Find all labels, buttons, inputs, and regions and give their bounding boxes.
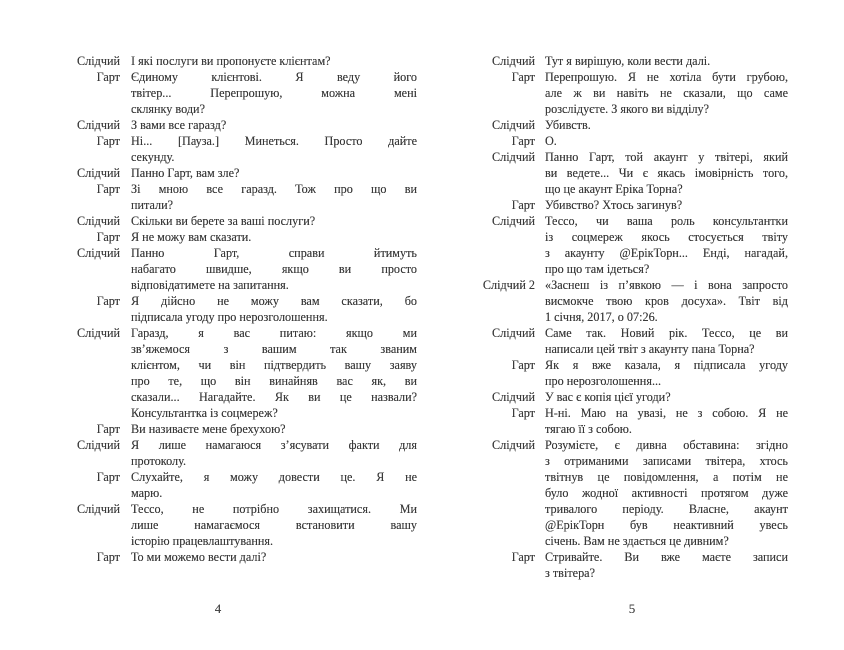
dialogue-row [477,325,788,357]
speech-text [545,133,788,149]
dialogue-line: секунду. [131,150,175,164]
dialogue-row [477,389,788,405]
speaker-label: Слідчий [492,118,535,132]
dialogue-line: О. [545,134,557,148]
dialogue-line: Єдиному клієнтові. Я веду його [131,70,417,84]
dialogue-line: тривалого періоду. Власне, акаунт [545,502,788,516]
dialogue-line: Гаразд, я вас питаю: якщо ми [131,326,417,340]
speech-text [545,437,788,549]
speaker-label: Гарт [511,358,535,372]
dialogue-row [70,165,417,181]
speech-text [131,469,417,501]
dialogue-line: було жодної активності протягом дуже [545,486,788,500]
dialogue-line: про що там ідеться? [545,262,650,276]
speech-text [545,277,788,325]
speaker-label: Гарт [96,70,120,84]
speech-text [131,245,417,293]
dialogue-line: Убивств. [545,118,591,132]
dialogue-row [477,277,788,325]
speech-text [131,437,417,469]
dialogue-line: Панно Гарт, вам зле? [131,166,240,180]
speech-text [545,149,788,197]
dialogue-row [70,69,417,117]
speaker-label: Гарт [511,134,535,148]
speech-text [131,181,417,213]
dialogue-line: що це акаунт Еріка Торна? [545,182,683,196]
dialogue-line: Слухайте, я можу довести це. Я не [131,470,417,484]
dialogue-line: «Заснеш із п’явкою — і вона запросто [545,278,788,292]
dialogue-line: Тессо, не потрібно захищатися. Ми [131,502,417,516]
speaker-label: Гарт [96,422,120,436]
dialogue-row [70,293,417,325]
dialogue-row [70,549,417,565]
speaker-label: Слідчий [492,326,535,340]
speaker-label: Гарт [96,134,120,148]
dialogue-line: набагато швидше, якщо ви просто [131,262,417,276]
page-number-right: 5 [628,601,636,616]
speaker-label: Слідчий [77,246,120,260]
speaker-label: Гарт [511,406,535,420]
dialogue-line: Я лише намагаюся з’ясувати факти для [131,438,417,452]
speech-text [131,325,417,421]
speaker-label: Гарт [96,470,120,484]
dialogue-line: 1 січня, 2017, о 07:26. [545,310,658,324]
dialogue-line: Розумієте, є дивна обставина: згідно [545,438,788,452]
speech-text [545,213,788,277]
dialogue-row [477,213,788,277]
dialogue-line: Ви називаєте мене брехухою? [131,422,286,436]
dialogue-line: розслідуєте. З якого ви відділу? [545,102,710,116]
dialogue-line: Стривайте. Ви вже маєте записи [545,550,788,564]
dialogue-line: історію працевлаштування. [131,534,274,548]
speech-text [131,69,417,117]
dialogue-row [70,437,417,469]
dialogue-line: Панно Гарт, той акаунт у твітері, який [545,150,788,164]
dialogue-line: @ЕрікТорн був неактивний увесь [545,518,788,532]
speaker-label: Гарт [511,70,535,84]
page-number-left: 4 [214,601,222,616]
dialogue-row [70,181,417,213]
speech-text [131,293,417,325]
speech-text [545,405,788,437]
speaker-label: Слідчий [492,150,535,164]
dialogue-line: зв’яжемося з вашим так званим [131,342,417,356]
dialogue-row [70,501,417,549]
dialogue-row [70,245,417,293]
speech-text [545,53,788,69]
dialogue-line: Консультантка із соцмереж? [131,406,278,420]
dialogue-row [477,133,788,149]
dialogue-row [70,469,417,501]
speaker-label: Гарт [96,550,120,564]
speech-text [131,53,417,69]
dialogue-line: лише намагаємося встановити вашу [131,518,417,532]
speech-text [131,549,417,565]
speaker-label: Гарт [511,550,535,564]
speaker-label: Слідчий [77,166,120,180]
dialogue-left [70,53,417,565]
dialogue-line: про те, що він винайняв вас як, ви [131,374,417,388]
speech-text [545,389,788,405]
dialogue-row [70,53,417,69]
dialogue-row [70,421,417,437]
speech-text [131,133,417,165]
speech-text [545,117,788,133]
dialogue-line: Я не можу вам сказати. [131,230,252,244]
dialogue-line: Тессо, чи ваша роль консультантки [545,214,788,228]
dialogue-line: написали цей твіт з акаунту пана Торна? [545,342,755,356]
speaker-label: Слідчий [77,118,120,132]
dialogue-line: із соцмереж якось стосується твіту [545,230,788,244]
dialogue-row [477,69,788,117]
dialogue-line: Ні... [Пауза.] Минеться. Просто дайте [131,134,417,148]
speaker-label: Слідчий [77,502,120,516]
page-left [70,53,417,565]
dialogue-line: питали? [131,198,174,212]
dialogue-row [477,405,788,437]
dialogue-line: Як я вже казала, я підписала угоду [545,358,788,372]
speech-text [545,197,788,213]
dialogue-line: Саме так. Новий рік. Тессо, це ви [545,326,788,340]
speech-text [131,421,417,437]
page-right [477,53,788,581]
dialogue-line: склянку води? [131,102,205,116]
dialogue-line: Я дійсно не можу вам сказати, бо [131,294,417,308]
speech-text [131,229,417,245]
dialogue-line: твітер... Перепрошую, можна мені [131,86,417,100]
dialogue-row [477,197,788,213]
speech-text [131,117,417,133]
dialogue-line: підписала угоду про нерозголошення. [131,310,328,324]
dialogue-line: ви ведете... Чи є якась імовірність того, [545,166,788,180]
dialogue-line: тягаю її з собою. [545,422,632,436]
dialogue-line: І які послуги ви пропонуєте клієнтам? [131,54,331,68]
speaker-label: Гарт [96,182,120,196]
dialogue-line: з акаунту @ЕрікТорн... Енді, нагадай, [545,246,788,260]
dialogue-line: висмокче твою кров досуха». Твіт від [545,294,788,308]
dialogue-row [70,213,417,229]
speech-text [545,549,788,581]
speaker-label: Слідчий [492,214,535,228]
dialogue-row [477,149,788,197]
speaker-label: Гарт [96,294,120,308]
dialogue-row [477,53,788,69]
dialogue-row [477,549,788,581]
dialogue-line: Убивство? Хтось загинув? [545,198,683,212]
dialogue-row [70,229,417,245]
dialogue-right [477,53,788,581]
dialogue-row [477,117,788,133]
speech-text [131,165,417,181]
dialogue-line: з отриманими записами твітера, хтось [545,454,788,468]
speech-text [545,325,788,357]
speaker-label: Слідчий [77,326,120,340]
dialogue-line: але ж ви навіть не сказали, що саме [545,86,788,100]
dialogue-line: марю. [131,486,163,500]
dialogue-line: відповідатимете на запитання. [131,278,289,292]
speaker-label: Слідчий [77,54,120,68]
speaker-label: Гарт [511,198,535,212]
speech-text [131,501,417,549]
dialogue-line: твітнув це повідомлення, а потім не [545,470,788,484]
speech-text [545,69,788,117]
dialogue-line: У вас є копія цієї угоди? [545,390,671,404]
dialogue-line: Перепрошую. Я не хотіла бути грубою, [545,70,788,84]
speaker-label: Слідчий [492,54,535,68]
dialogue-row [70,117,417,133]
speech-text [131,213,417,229]
dialogue-line: З вами все гаразд? [131,118,227,132]
speaker-label: Слідчий [77,438,120,452]
dialogue-row [70,325,417,421]
dialogue-line: клієнтом, чи він підтвердить вашу заяву [131,358,417,372]
dialogue-line: з твітера? [545,566,595,580]
dialogue-line: То ми можемо вести далі? [131,550,267,564]
speaker-label: Слідчий [492,390,535,404]
dialogue-line: протоколу. [131,454,187,468]
dialogue-line: Зі мною все гаразд. Тож про що ви [131,182,417,196]
speaker-label: Гарт [96,230,120,244]
dialogue-line: Панно Гарт, справи йтимуть [131,246,417,260]
dialogue-row [477,437,788,549]
dialogue-row [477,357,788,389]
dialogue-row [70,133,417,165]
speaker-label: Слідчий 2 [482,278,535,292]
speaker-label: Слідчий [77,214,120,228]
speech-text [545,357,788,389]
dialogue-line: Скільки ви берете за ваші послуги? [131,214,316,228]
dialogue-line: сказали... Нагадайте. Як ви це назвали? [131,390,417,404]
dialogue-line: про нерозголошення... [545,374,662,388]
speaker-label: Слідчий [492,438,535,452]
dialogue-line: Н-ні. Маю на увазі, не з собою. Я не [545,406,788,420]
dialogue-line: січень. Вам не здається це дивним? [545,534,729,548]
dialogue-line: Тут я вирішую, коли вести далі. [545,54,711,68]
